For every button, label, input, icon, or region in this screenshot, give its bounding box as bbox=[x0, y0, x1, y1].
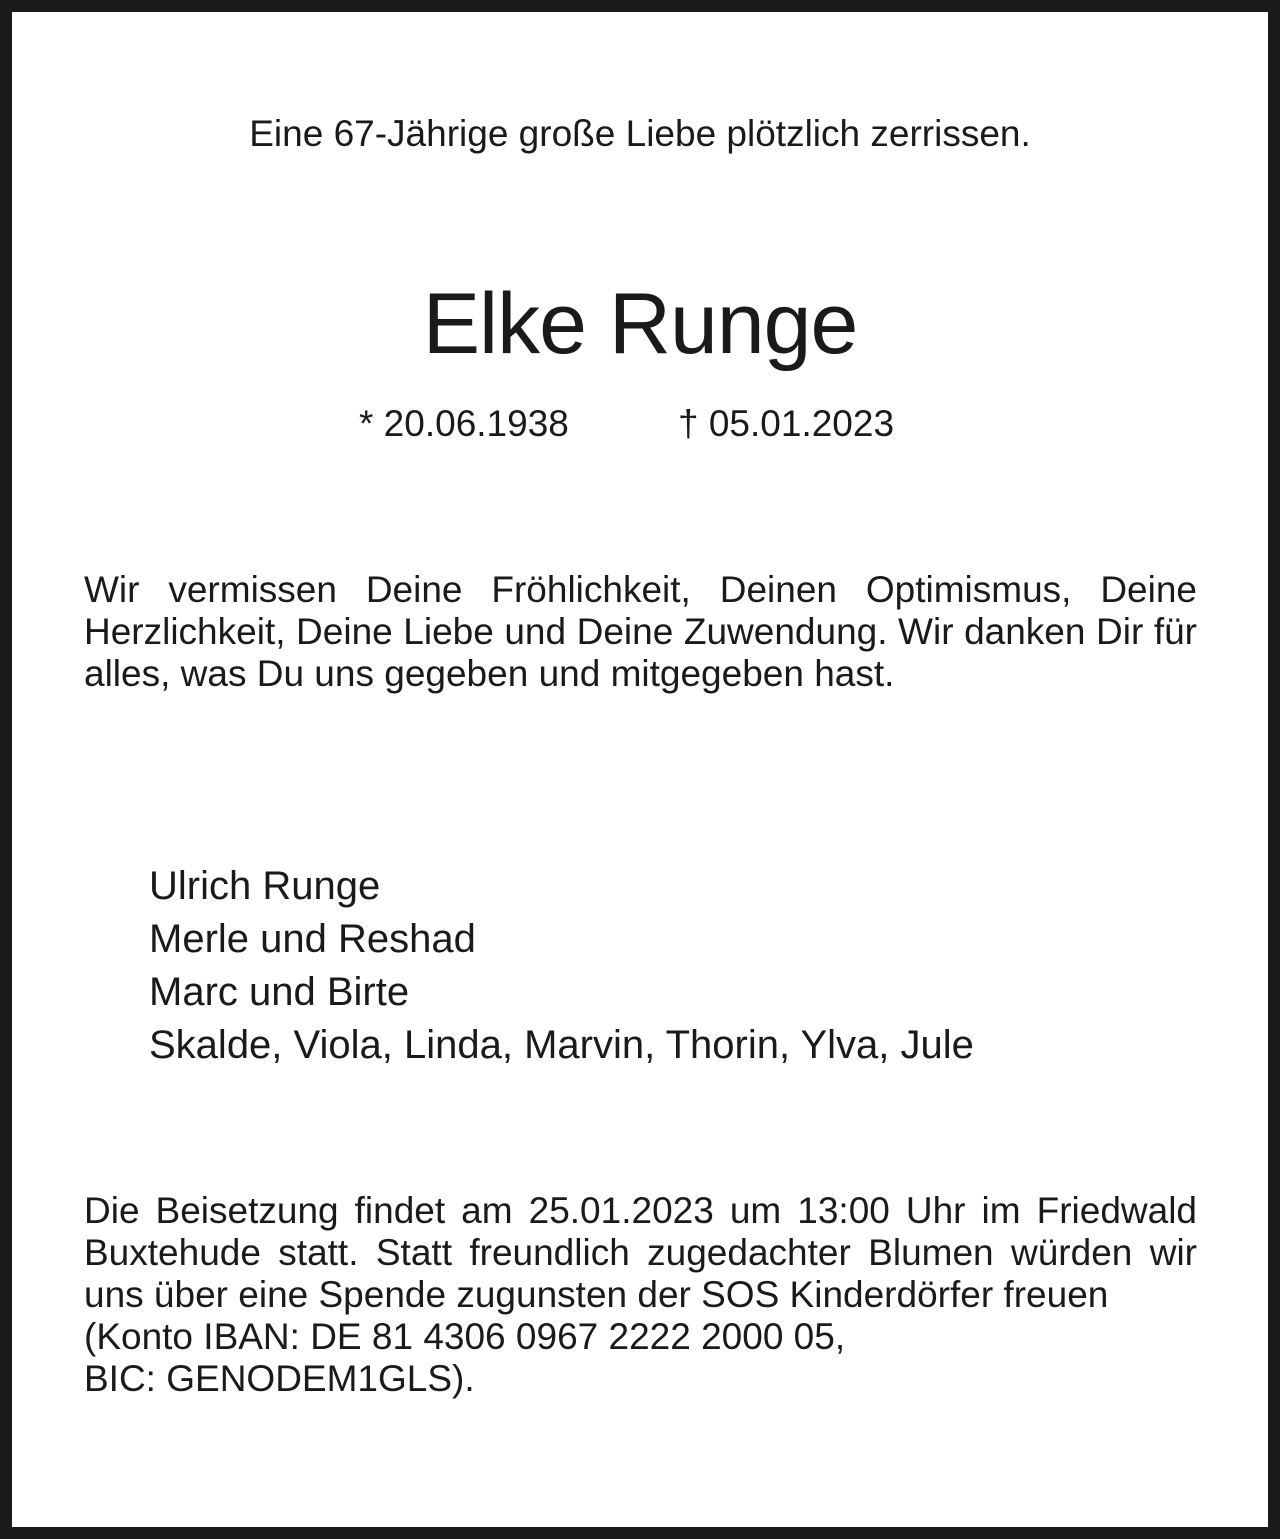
birth-date: * 20.06.1938 bbox=[359, 403, 569, 444]
mourner-entry: Ulrich Runge bbox=[149, 864, 381, 908]
funeral-info bbox=[84, 1190, 1197, 1400]
mourner-entry: Skalde, Viola, Linda, Marvin, Thorin, Ylva, Jule bbox=[149, 1023, 974, 1067]
bank-iban: (Konto IBAN: DE 81 4306 0967 2222 2000 05, bbox=[84, 1316, 846, 1357]
tribute-text: Wir vermissen Deine Fröhlichkeit, Deinen Optimismus, Deine Herzlichkeit, Deine Liebe und Deine Zuwendung. Wir danken Dir für alles, was Du uns gegeben und mitgegeben hast. bbox=[84, 569, 1197, 694]
motto-line: Eine 67-Jährige große Liebe plötzlich zerrissen. bbox=[249, 113, 1031, 154]
funeral-text: Die Beisetzung findet am 25.01.2023 um 13:00 Uhr im Friedwald Buxtehude statt. Statt freundlich zugedachter Blumen würden wir uns über eine Spende zugunsten der SOS Kinderdörfer freuen bbox=[84, 1190, 1197, 1315]
mourner-entry: Merle und Reshad bbox=[149, 917, 476, 961]
mourner-entry: Marc und Birte bbox=[149, 970, 410, 1014]
death-date: † 05.01.2023 bbox=[678, 403, 895, 444]
deceased-name: Elke Runge bbox=[422, 276, 858, 372]
bank-bic: BIC: GENODEM1GLS). bbox=[84, 1358, 475, 1399]
mourners-list bbox=[149, 860, 974, 1072]
